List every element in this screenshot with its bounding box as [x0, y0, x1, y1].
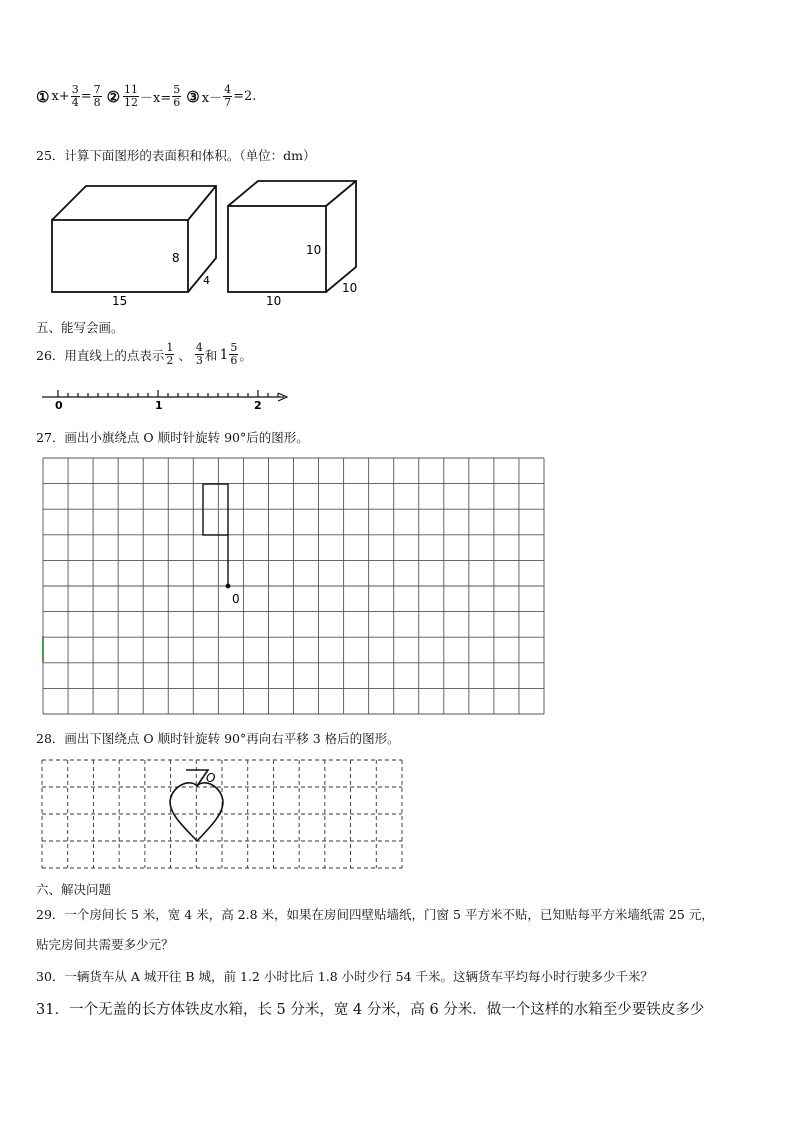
- eq2-marker: ②: [106, 87, 121, 106]
- q30-text: 30．一辆货车从 A 城开往 B 城，前 1.2 小时比后 1.8 小时少行 54 千米。这辆货车平均每小时行驶多少千米？: [36, 969, 654, 984]
- eq1-lhs: x+: [51, 89, 70, 104]
- q26-and: 和: [204, 347, 218, 363]
- q31-text: 31．一个无盖的长方体铁皮水箱，长 5 分米，宽 4 分米，高 6 分米．做一个这样的水箱至少要铁皮多少: [36, 1002, 705, 1018]
- q26-sep: 、: [178, 347, 191, 363]
- eq2-mid: －x=: [140, 91, 172, 106]
- cube-figure: [228, 181, 356, 292]
- q26-mixed-whole: 1: [219, 346, 229, 363]
- eq2-rhs-frac: $\frac{5}{6}$: [173, 83, 181, 109]
- flag-figure: [203, 484, 228, 586]
- q26-frac-3: $\frac{5}{6}$: [230, 341, 238, 367]
- eq1-equals: =: [80, 89, 92, 104]
- cuboid-figure: [52, 186, 216, 292]
- cube-width-label: 10: [342, 281, 358, 295]
- cuboid-height-label: 8: [172, 251, 180, 265]
- tick-label-2: 2: [254, 399, 262, 412]
- eq1-frac: $\frac{3}{4}$: [71, 83, 79, 109]
- q28-grid: [42, 760, 402, 868]
- number-line: [42, 390, 287, 401]
- q26-frac-2: $\frac{4}{3}$: [195, 341, 203, 367]
- eq3-rhs: =2.: [233, 89, 257, 104]
- cube-length-label: 10: [266, 294, 282, 308]
- q28-text: 28．画出下图绕点 O 顺时针旋转 90°再向右平移 3 格后的图形。: [36, 731, 400, 746]
- cuboid-length-label: 15: [112, 294, 128, 308]
- eq2-frac: $\frac{11}{12}$: [124, 83, 139, 109]
- q25-text: 25．计算下面图形的表面积和体积。（单位：dm）: [36, 148, 316, 163]
- point-o: [226, 584, 231, 589]
- q26-text: [36, 342, 252, 367]
- cube-height-label: 10: [306, 243, 322, 257]
- q26-prefix: 26．用直线上的点表示: [36, 347, 165, 363]
- section-6-heading: 六、解决问题: [36, 882, 112, 897]
- eq1-rhs-frac: $\frac{7}{8}$: [93, 83, 101, 109]
- q27-text: 27．画出小旗绕点 O 顺时针旋转 90°后的图形。: [36, 430, 309, 445]
- eq3-marker: ③: [186, 87, 200, 106]
- q26-frac-1: $\frac{1}{2}$: [166, 341, 174, 367]
- q27-point-label: 0: [232, 592, 240, 606]
- q26-end: 。: [239, 347, 252, 363]
- eq1-marker: ①: [36, 87, 50, 106]
- tick-label-0: 0: [55, 399, 63, 412]
- eq3-lhs: x－: [201, 91, 223, 106]
- cuboid-width-label: 4: [203, 274, 210, 287]
- eq3-frac: $\frac{4}{7}$: [224, 83, 232, 109]
- q27-grid: [43, 458, 544, 714]
- q28-point-label: O: [206, 771, 216, 785]
- q29-line-1: 29．一个房间长 5 米，宽 4 米，高 2.8 米，如果在房间四壁贴墙纸，门窗 5 平方米不贴，已知贴每平方米墙纸需 25 元，: [36, 907, 714, 922]
- tick-label-1: 1: [155, 399, 163, 412]
- q29-line-2: 贴完房间共需要多少元？: [36, 937, 174, 952]
- section-5-heading: 五、能写会画。: [36, 320, 124, 335]
